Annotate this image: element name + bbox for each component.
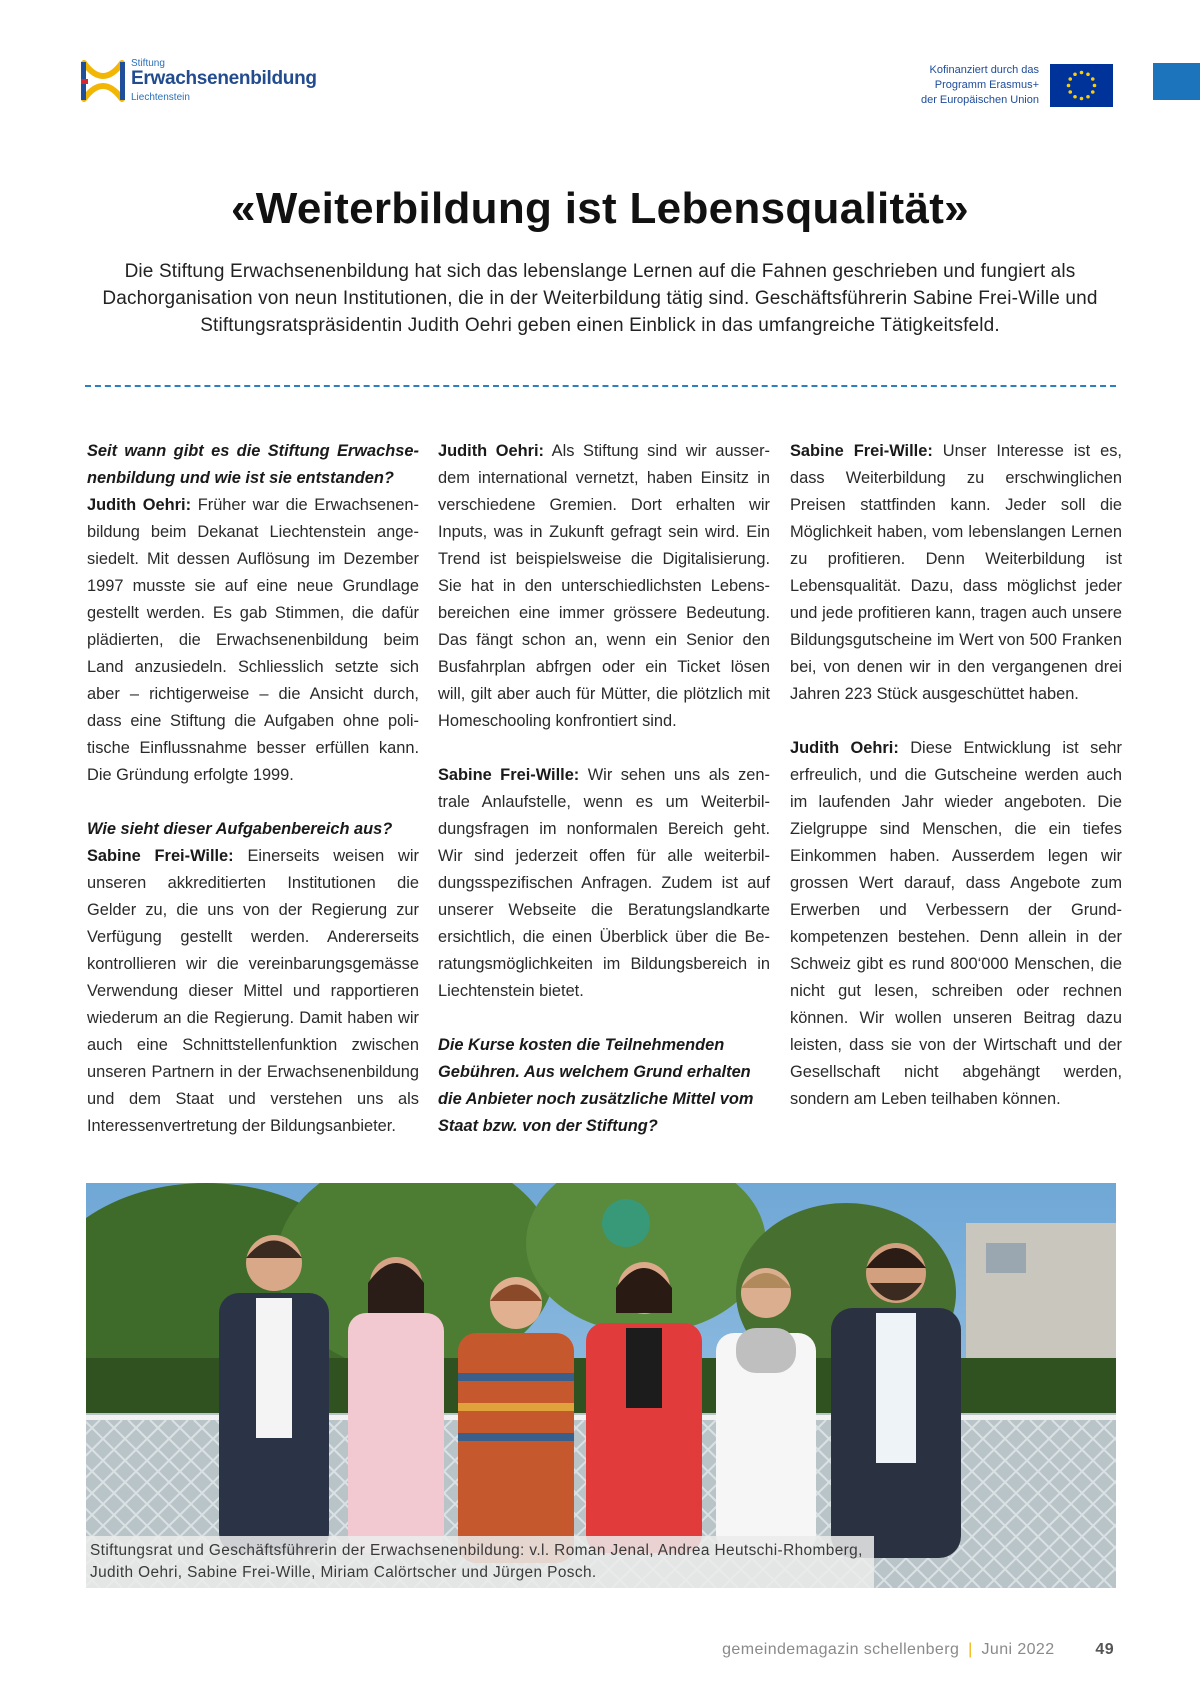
speaker-name: Judith Oehri: xyxy=(87,496,192,514)
eu-star-icon xyxy=(1086,95,1090,99)
speaker-name: Sabine Frei-Wille: xyxy=(790,442,933,460)
eu-text-line-3: der Europäischen Union xyxy=(920,94,1039,106)
group-photo-illustration xyxy=(86,1183,1116,1588)
speaker-name: Judith Oehri: xyxy=(438,442,545,460)
answer-text: Als Stiftung sind wir ausserdem international vernetzt, haben Einsitz in verschiedene Gremien. Dort erhalten wir Inputs, was in Zukunft gefragt sein wird. Ein Trend ist beispielsweise die Digitalisierung. Sie hat in den unterschiedlichsten Lebensbereichen eine immer grössere Bedeutung. Das fängt schon an, wenn ein Senior den Busfahrplan abfrgen oder ein Ticket lösen will, gilt aber auch für Mütter, die plötzlich mit Homeschooling konfrontiert sind. xyxy=(438,442,770,730)
eu-star-icon xyxy=(1073,95,1077,99)
eu-star-icon xyxy=(1080,97,1084,101)
interview-block xyxy=(438,438,770,735)
logo-tagline-bottom: Liechtenstein xyxy=(131,92,190,103)
footer-separator: | xyxy=(968,1641,973,1658)
photo-caption: Stiftungsrat und Geschäftsführerin der Erwachsenenbildung: v.l. Roman Jenal, Andrea Heutschi-Rhomberg, Judith Oehri, Sabine Frei-Wille, Miriam Calörtscher und Jürgen Posch. xyxy=(86,1536,874,1588)
answer-text: Diese Entwicklung ist sehr erfreulich, und die Gutscheine werden auch im laufenden Jahr wieder angeboten. Die Zielgruppe sind Menschen, die ein tiefes Einkommen haben. Ausserdem legen wir grossen Wert darauf, dass Angebote zum Erwerben und Verbessern der Grundkompetenzen bestehen. Denn allein in der Schweiz gibt es rund 800‘000 Menschen, die nicht gut lesen, schreiben oder rechnen können. Wir wollen unseren Beitrag dazu leisten, dass sie von der Wirtschaft und der Gesellschaft nicht abgehängt werden, sondern am Leben teilhaben können. xyxy=(790,739,1122,1108)
eu-star-icon xyxy=(1091,90,1095,94)
answer-text: Wir sehen uns als zentrale Anlaufstelle, wenn es um Weiterbildungsfragen im nonformalen Bereich geht. Wir sind jederzeit offen für alle weiterbildungsspezifischen Anfragen. Zudem ist auf unserer Webseite die Beratungslandkarte ersichtlich, die einen Überblick über die Beratungsmöglichkeiten im Bildungsbereich in Liechtenstein bietet. xyxy=(438,766,770,1000)
interview-question: Seit wann gibt es die Stiftung Erwachsenenbildung und wie ist sie entstanden? xyxy=(87,442,419,487)
section-tab-marker xyxy=(1153,63,1200,100)
eu-star-icon xyxy=(1067,84,1071,88)
group-photo xyxy=(86,1183,1116,1588)
article-title: «Weiterbildung ist Lebensqualität» xyxy=(231,184,969,233)
footer-magazine: gemeindemagazin schellenberg xyxy=(722,1641,960,1658)
logo-name: Erwachsenenbildung xyxy=(131,68,317,89)
interview-block xyxy=(438,762,770,1005)
eu-star-icon xyxy=(1068,77,1072,81)
foundation-logo xyxy=(81,57,317,105)
speaker-name: Judith Oehri: xyxy=(790,739,899,757)
eu-text-line-2: Programm Erasmus+ xyxy=(934,79,1039,91)
interview-question: Wie sieht dieser Aufgabenbereich aus? xyxy=(87,820,393,838)
interview-block xyxy=(87,438,419,789)
page-footer xyxy=(722,1641,1114,1659)
dashed-divider xyxy=(85,385,1116,387)
interview-block xyxy=(790,735,1122,1113)
eu-star-icon xyxy=(1086,72,1090,76)
foundation-logo-mark-icon xyxy=(81,59,125,103)
interview-question: Die Kurse kosten die Teilnehmenden Gebühren. Aus welchem Grund erhalten die Anbieter noch zusätzliche Mittel vom Staat bzw. von der Stiftung? xyxy=(438,1036,754,1135)
speaker-name: Sabine Frei-Wille: xyxy=(438,766,580,784)
logo-tagline-top: Stiftung xyxy=(131,58,165,69)
answer-text: Einerseits weisen wir unseren akkreditierten Institutionen die Gelder zu, die uns von der Regierung zur Verfügung gestellt werden. Andererseits kontrollieren wir die vereinbarungsgemässe Verwendung dieser Mittel und rapportieren wiederum an die Regierung. Damit haben wir auch eine Schnittstellenfunktion zwischen unseren Partnern in der Erwachsenenbildung und dem Staat und verstehen uns als Interessenvertretung der Bildungsanbieter. xyxy=(87,847,419,1135)
eu-text-line-1: Kofinanziert durch das xyxy=(929,64,1039,76)
speaker-name: Sabine Frei-Wille: xyxy=(87,847,234,865)
eu-cofunding-text xyxy=(921,63,1039,108)
page-number: 49 xyxy=(1095,1641,1114,1658)
eu-flag-icon xyxy=(1050,64,1113,107)
eu-cofunding-badge xyxy=(880,63,1113,109)
interview-block xyxy=(438,1032,770,1140)
article-lead: Die Stiftung Erwachsenenbildung hat sich das lebenslange Lernen auf die Fahnen geschrieben und fungiert als Dachorganisation von neun Institutionen, die in der Weiterbildung tätig sind. Geschäftsführerin Sabine Frei-Wille und Stiftungsratspräsidentin Judith Oehri geben einen Einblick in das umfangreiche Tätigkeitsfeld. xyxy=(102,261,1098,336)
footer-issue: Juni 2022 xyxy=(981,1641,1055,1658)
eu-star-icon xyxy=(1073,72,1077,76)
answer-text: Früher war die Erwachsenenbildung beim Dekanat Liechtenstein angesiedelt. Mit dessen Auflösung im Dezember 1997 musste sie auf eine neue Grundlage gestellt werden. Es gab Stimmen, die dafür plädierten, die Erwachsenenbildung beim Land anzusiedeln. Schliesslich setzte sich aber – richtigerweise – die Ansicht durch, dass eine Stiftung die Aufgaben ohne politische Einflussnahme besser erfüllen kann. Die Gründung erfolgte 1999. xyxy=(87,496,419,784)
eu-star-icon xyxy=(1080,71,1084,75)
answer-text: Unser Interesse ist es, dass Weiterbildung zu erschwinglichen Preisen stattfinden kann. Jeder soll die Möglichkeit haben, vom lebenslangen Lernen zu profitieren. Denn Weiterbildung ist Lebensqualität. Dazu, dass möglichst jeder und jede profitieren kann, tragen auch unsere Bildungsgutscheine im Wert von 500 Franken bei, von denen wir in den vergangenen drei Jahren 223 Stück ausgeschüttet haben. xyxy=(790,442,1122,703)
eu-star-icon xyxy=(1068,90,1072,94)
interview-block xyxy=(87,816,419,1140)
eu-star-icon xyxy=(1093,84,1097,88)
text-column-2 xyxy=(438,438,770,1167)
eu-star-icon xyxy=(1091,77,1095,81)
interview-block xyxy=(790,438,1122,708)
text-column-1 xyxy=(87,438,419,1167)
text-column-3 xyxy=(790,438,1122,1140)
